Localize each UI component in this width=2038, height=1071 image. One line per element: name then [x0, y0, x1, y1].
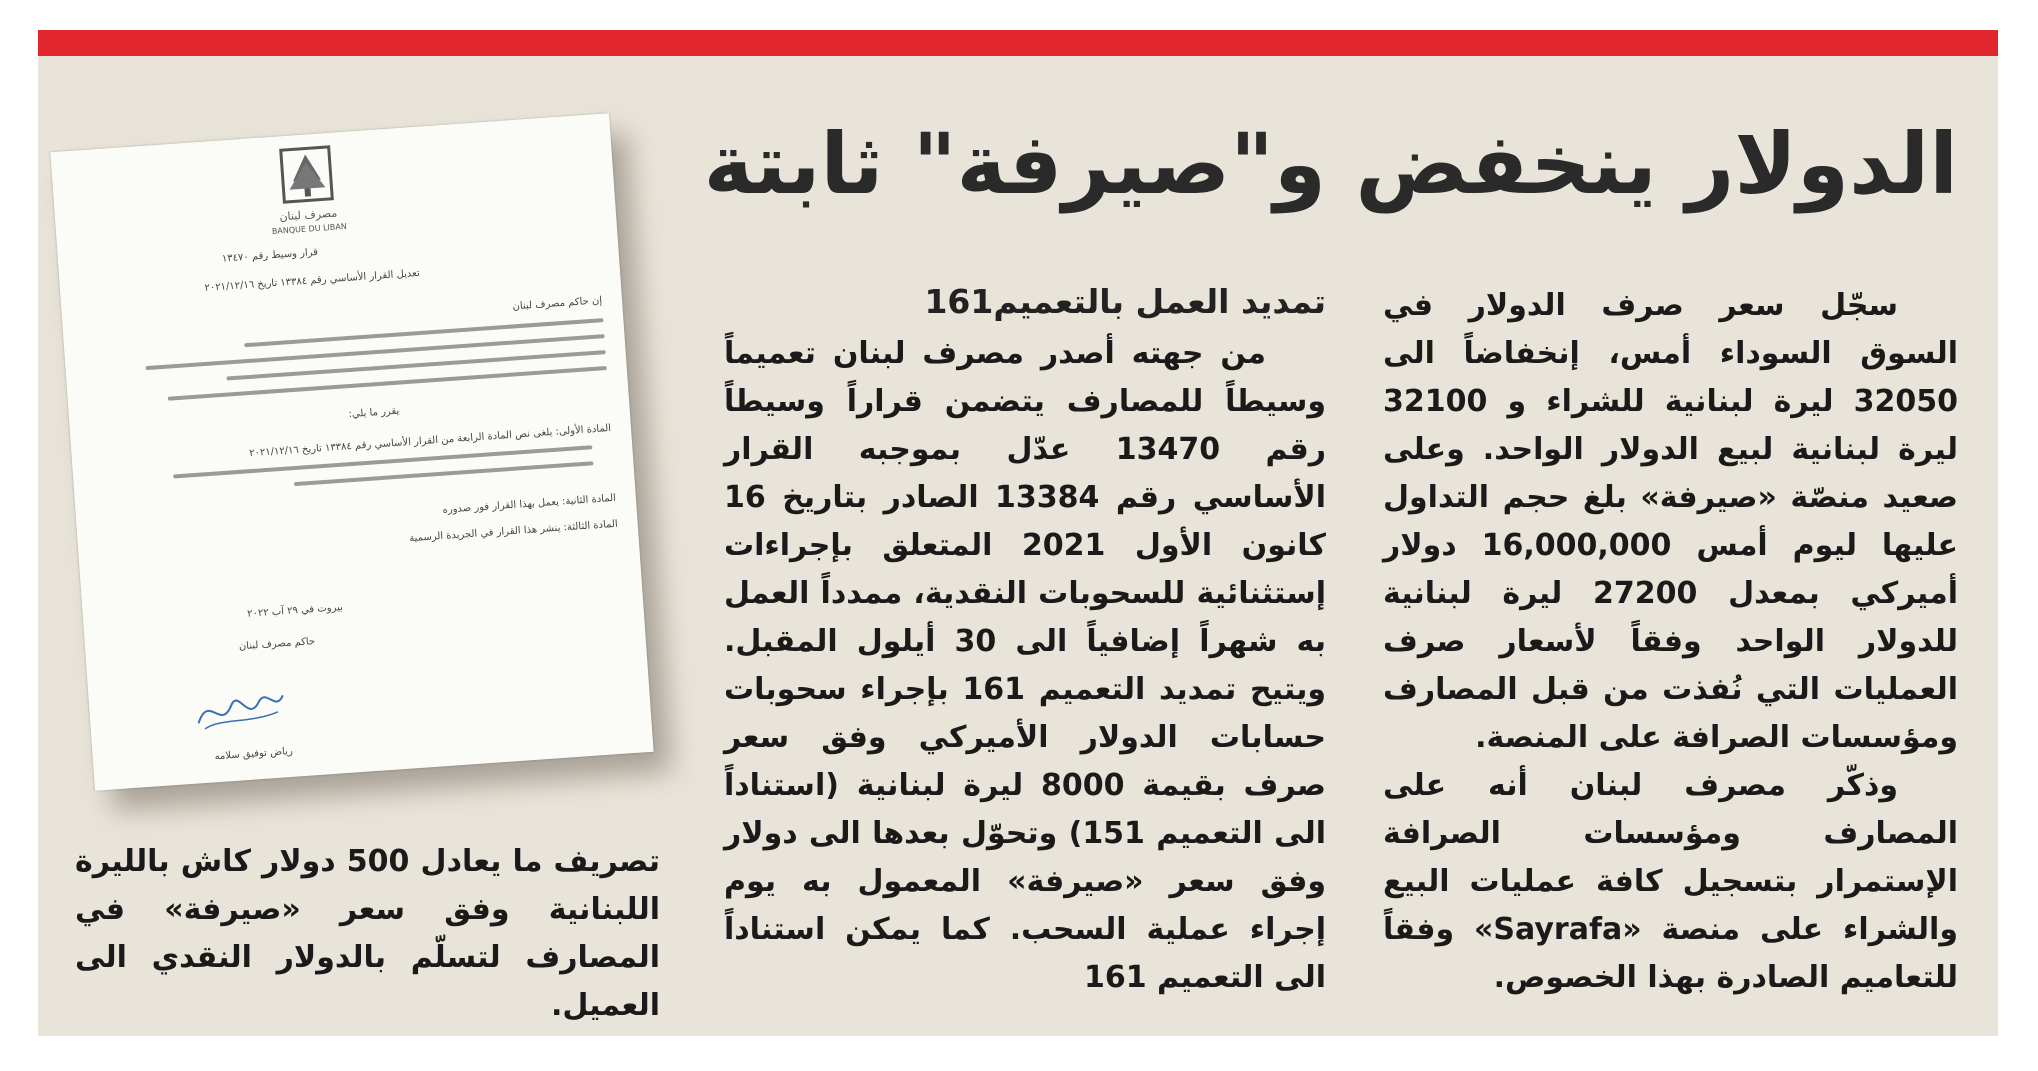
document-article-2: المادة الثانية: يعمل بهذا القرار فور صدوره [442, 492, 617, 516]
document-place-date: بيروت في ٢٩ آب ٢٠٢٢ [246, 602, 344, 620]
cedar-logo-icon [279, 145, 335, 204]
document-text-line [226, 350, 605, 380]
middle-subheading: تمديد العمل بالتعميم161 [924, 282, 1326, 321]
right-paragraph-1: سجّل سعر صرف الدولار في السوق السوداء أمس، إنخفاضاً الى 32050 ليرة لبنانية للشراء و 32100 ليرة لبنانية لبيع الدولار الواحد. وعلى صعيد منصّة «صيرفة» بلغ حجم التداول عليها ليوم أمس 16,000,000 دولار أميركي بمعدل 27200 ليرة لبنانية للدولار الواحد وفقاً لأسعار صرف العمليات التي نُفذت من قبل المصارف ومؤسسات الصرافة على المنصة. [1383, 288, 1958, 755]
document-text-line [146, 334, 605, 370]
document-signatory-name: رياض توفيق سلامه [214, 745, 294, 763]
document-image [62, 120, 662, 800]
document-governor-line: إن حاكم مصرف لبنان [512, 295, 603, 313]
document-page [50, 113, 653, 791]
document-article-1: المادة الأولى: يلغى نص المادة الرابعة من القرار الأساسي رقم ١٣٣٨٤ تاريخ ٢٠٢١/١٢/١٦ [248, 422, 612, 460]
document-decision-title: قرار وسيط رقم ١٣٤٧٠ [221, 246, 319, 265]
document-subject: تعديل القرار الأساسي رقم ١٣٣٨٤ تاريخ ٢٠٢١/١٢/١٦ [204, 267, 421, 294]
right-column [1383, 282, 1958, 995]
document-signatory-title: حاكم مصرف لبنان [238, 636, 316, 653]
document-text-line [168, 366, 607, 401]
headline: الدولار ينخفض و"صيرفة" ثابتة [703, 115, 1958, 213]
image-caption: تصريف ما يعادل 500 دولار كاش بالليرة اللبنانية وفق سعر «صيرفة» في المصارف لتسلّم بالدولار النقدي الى العميل. [75, 844, 660, 1023]
document-text-line [244, 318, 603, 347]
document-article-3: المادة الثالثة: ينشر هذا القرار في الجريدة الرسمية [408, 518, 619, 545]
top-accent-bar [38, 30, 1998, 56]
right-paragraph-2: وذكّر مصرف لبنان أنه على المصارف ومؤسسات الصرافة الإستمرار بتسجيل كافة عمليات البيع والشراء على منصة «Sayrafa» وفقاً للتعاميم الصادرة بهذا الخصوص. [1383, 768, 1958, 995]
document-decides: يقرر ما يلي: [348, 405, 400, 421]
document-bank-name: مصرف لبنان BANQUE DU LIBAN [271, 206, 348, 237]
middle-paragraph: من جهته أصدر مصرف لبنان تعميماً وسيطاً للمصارف يتضمن قراراً وسيطاً رقم 13470 عدّل بموجبه القرار الأساسي رقم 13384 الصادر بتاريخ 16 كانون الأول 2021 المتعلق بإجراءات إستثنائية للسحوبات النقدية، ممدداً العمل به شهراً إضافياً الى 30 أيلول المقبل. ويتيح تمديد التعميم 161 بإجراء سحوبات حسابات الدولار الأميركي وفق سعر صرف بقيمة 8000 ليرة لبنانية (استناداً الى التعميم 151) وتحوّل بعدها الى دولار وفق سعر «صيرفة» المعمول به يوم إجراء عملية السحب. كما يمكن استناداً الى التعميم 161 [724, 336, 1327, 995]
signature-icon [188, 677, 292, 744]
middle-column [724, 330, 1326, 1002]
